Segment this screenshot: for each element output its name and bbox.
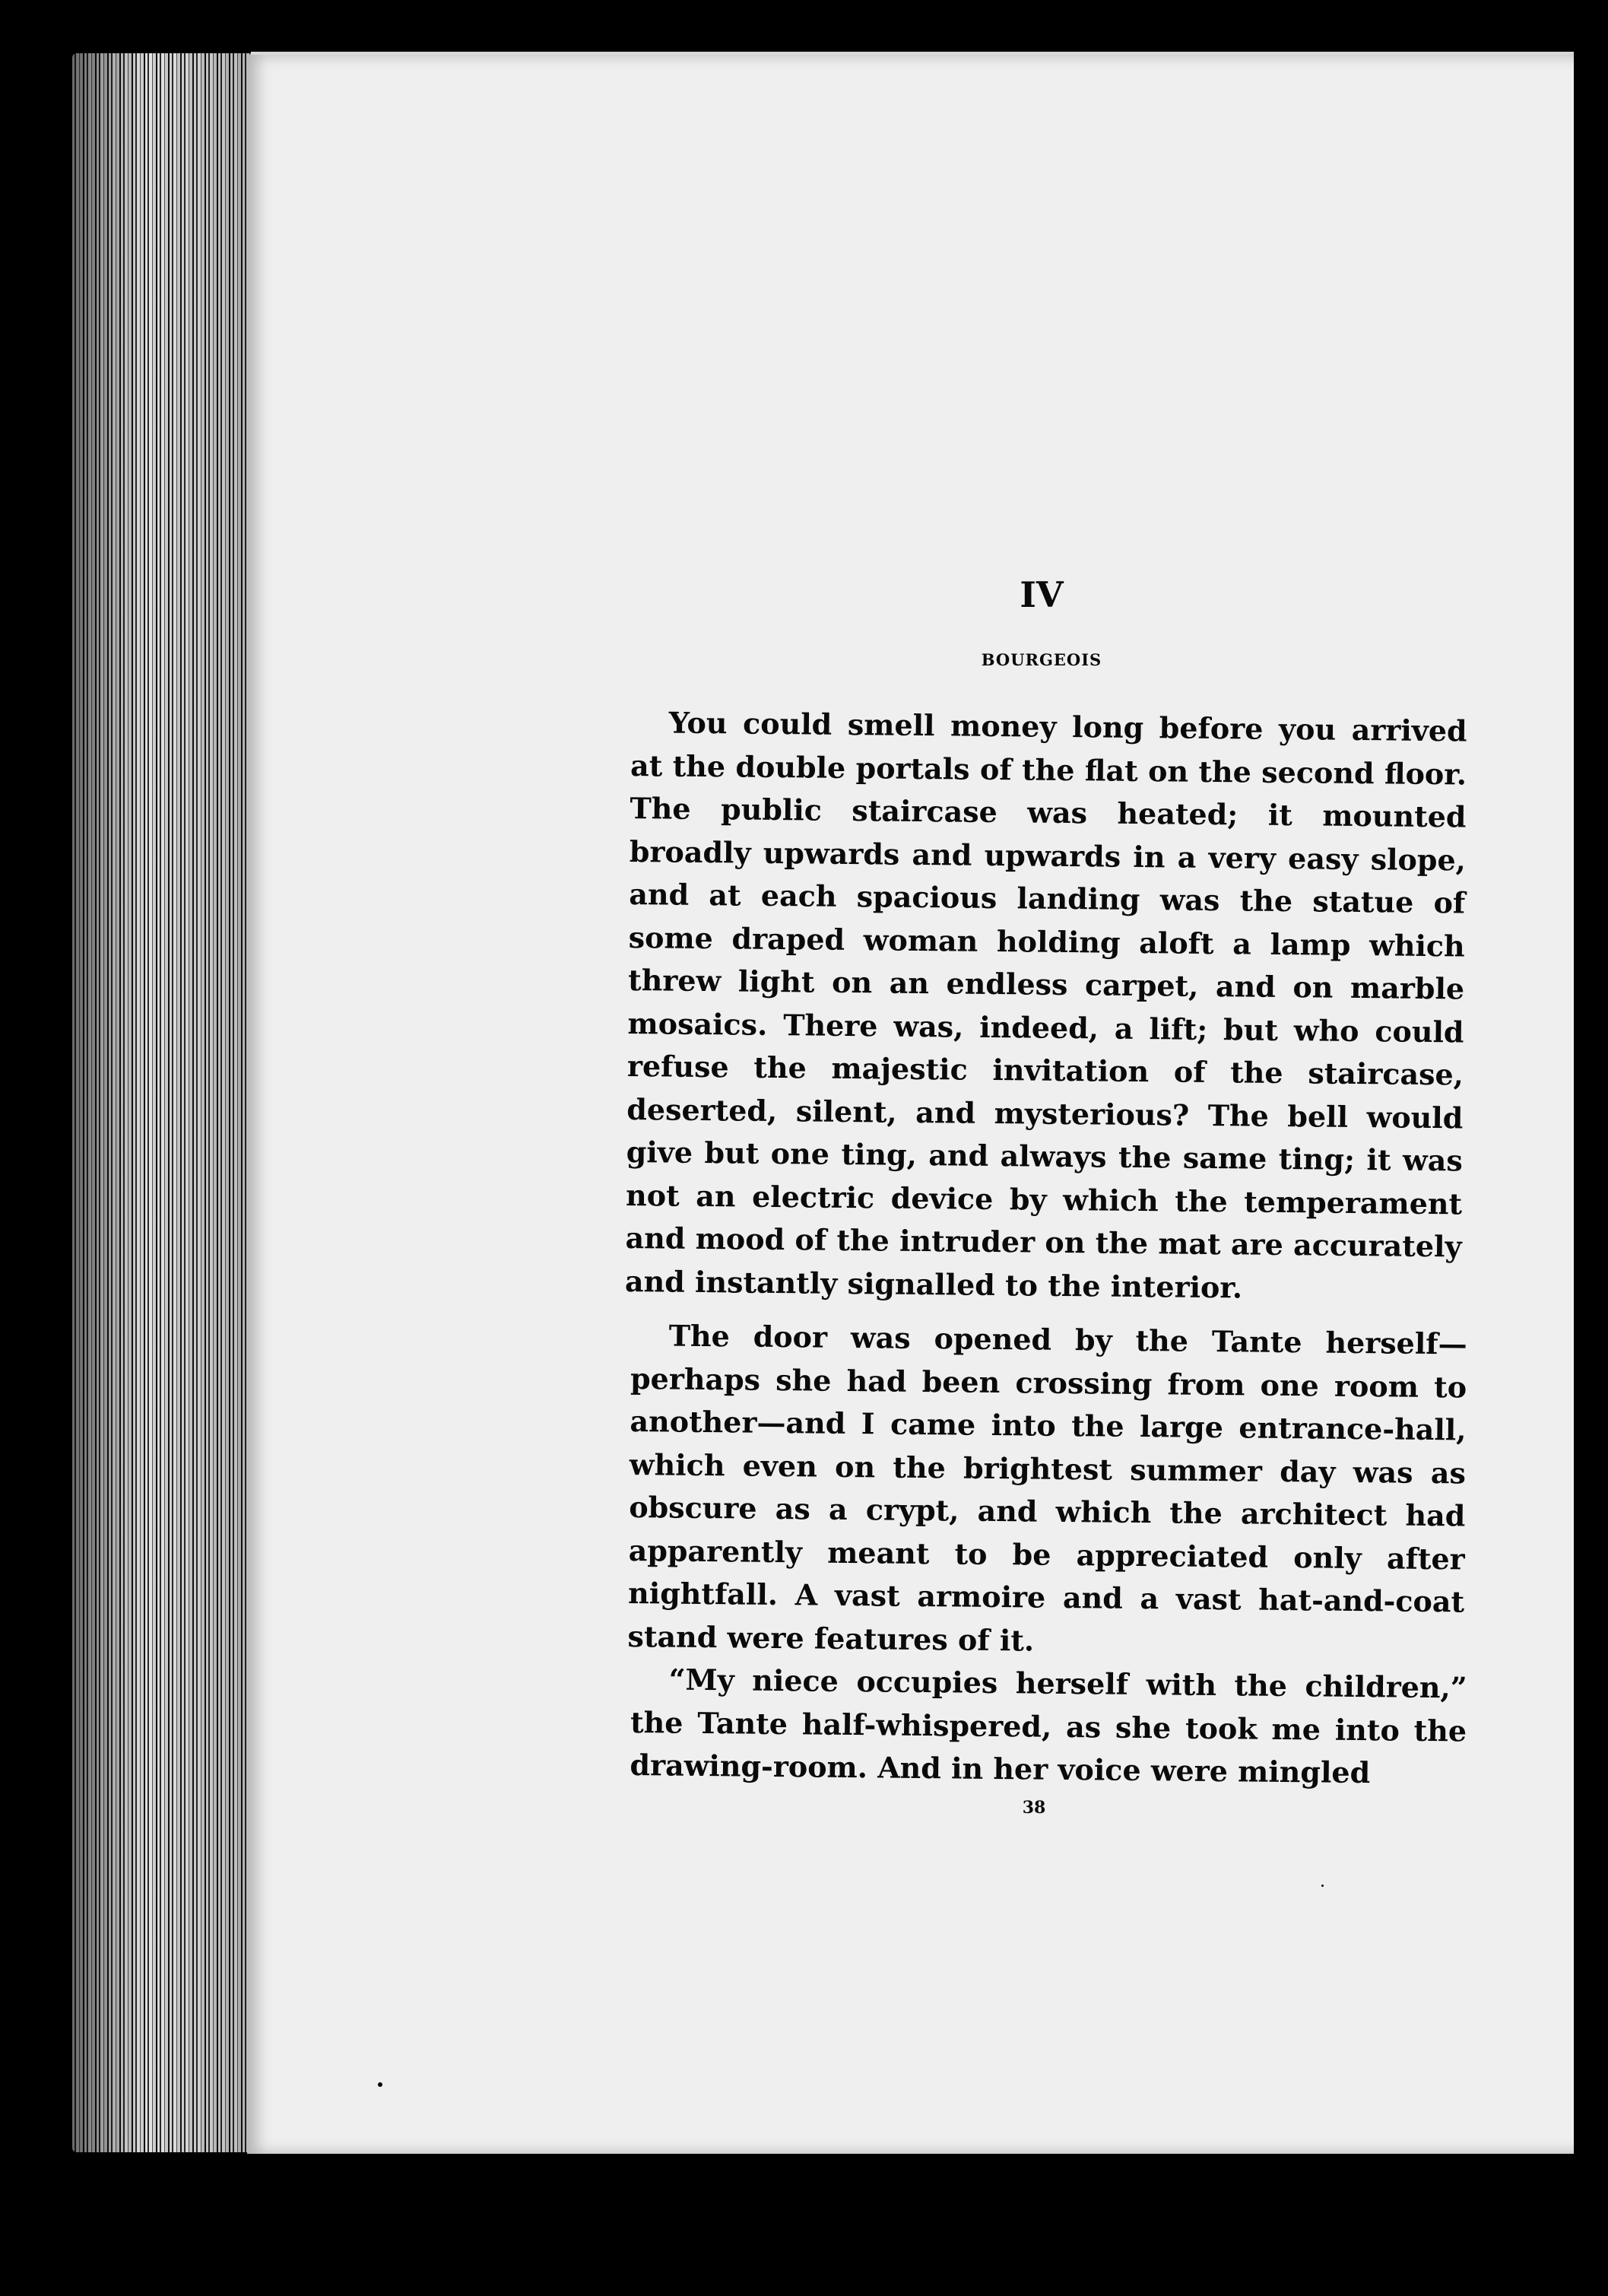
paragraph-2: The door was opened by the Tante herself—perhaps she had been crossing from one room to another—and I came into the large entrance-hall, which even on the brightest summer day was as obscure as a crypt, and which the architect had apparently meant to be appreciated only after nightfall. A vast armoire and a vast hat-and-coat stand were features of it. (627, 1318, 1467, 1658)
dust-speck (378, 2082, 382, 2087)
chapter-title: BOURGEOIS (981, 650, 1102, 669)
page-number: 38 (1022, 1798, 1046, 1818)
page-edges-shadow (72, 53, 258, 2152)
paragraph-3: “My niece occupies herself with the children,” the Tante half-whispered, as she took me into the drawing-room. And in her voice were mingled (630, 1662, 1467, 1790)
paragraph-1: You could smell money long before you arrived at the double portals of the flat on the second floor. The public staircase was heated; it mounted broadly upwards and upwards in a very easy slope, and at each spacious landing was the statue of some draped woman holding aloft a lamp which threw light on an endless carpet, and on marble mosaics. There was, indeed, a lift; but who could refuse the majestic invitation of the staircase, deserted, silent, and mysterious? The bell would give but one ting, and always the same ting; it was not an electric device by which the temperament and mood of the intruder on the mat are accurately and instantly signalled to the interior. (624, 705, 1467, 1304)
chapter-numeral: IV (1020, 574, 1064, 615)
dust-speck (1321, 1885, 1324, 1887)
scan-border-right (1574, 0, 1608, 2296)
